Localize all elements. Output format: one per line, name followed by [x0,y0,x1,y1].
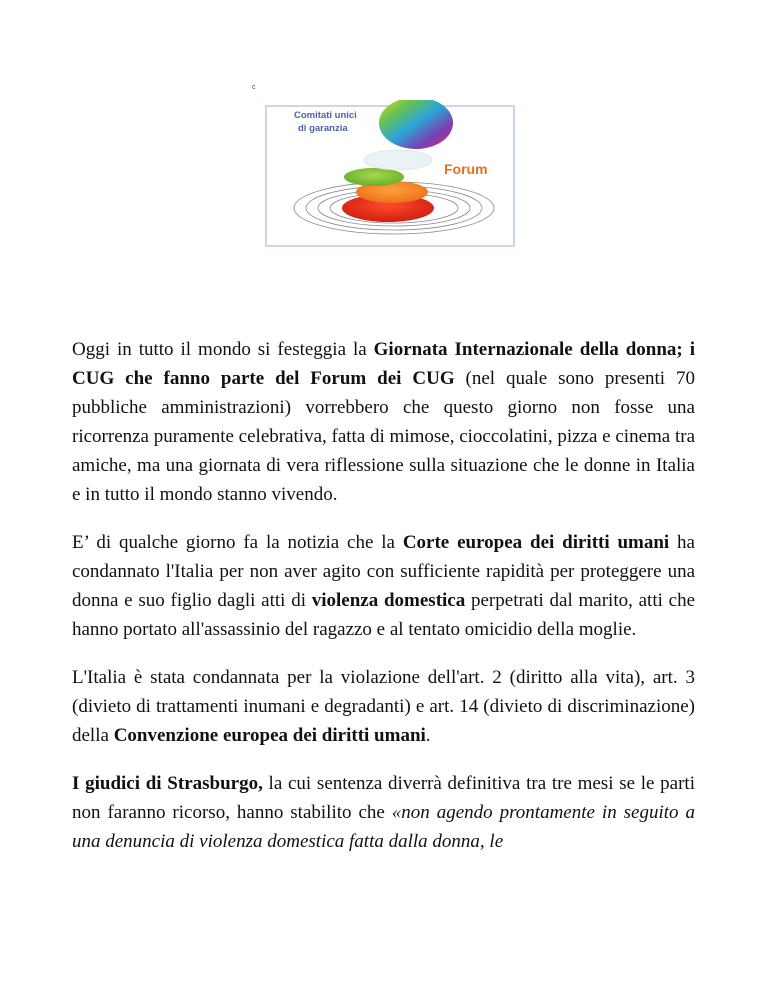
cug-forum-logo [264,100,518,250]
logo-caption-mark: c [252,84,256,91]
paragraph-4: I giudici di Strasburgo, la cui sentenza diverrà definitiva tra tre mesi se le parti non faranno ricorso, hanno stabilito che «non agendo prontamente in seguito a una denuncia di violenza domestica fatta dalla donna, le [72,773,695,852]
logo-title-line2: di garanzia [298,123,348,134]
logo-forum-text: Forum [444,161,488,177]
green-stone [344,168,404,186]
paragraph-1: Oggi in tutto il mondo si festeggia la Giornata Internazionale della donna; i CUG che fanno parte del Forum dei CUG (nel quale sono presenti 70 pubbliche amministrazioni) vorrebbero che questo giorno non fosse una ricorrenza puramente celebrativa, fatta di mimose, cioccolatini, pizza e cinema tra amiche, ma una giornata di vera riflessione sulla situazione che le donne in Italia e in tutto il mondo stanno vivendo. [72,339,695,505]
paragraph-2: E’ di qualche giorno fa la notizia che la Corte europea dei diritti umani ha condannato l'Italia per non aver agito con sufficiente rapidità per proteggere una donna e suo figlio dagli atti di violenza domestica perpetrati dal marito, atti che hanno portato all'assassinio del ragazzo e al tentato omicidio della moglie. [72,532,695,640]
paragraph-3: L'Italia è stata condannata per la violazione dell'art. 2 (diritto alla vita), art. 3 (divieto di trattamenti inumani e degradanti) e art. 14 (divieto di discriminazione) della Convenzione europea dei diritti umani. [72,667,695,746]
white-stone [364,150,432,170]
article-body [72,335,695,856]
logo-title-line1: Comitati unici [294,110,357,121]
